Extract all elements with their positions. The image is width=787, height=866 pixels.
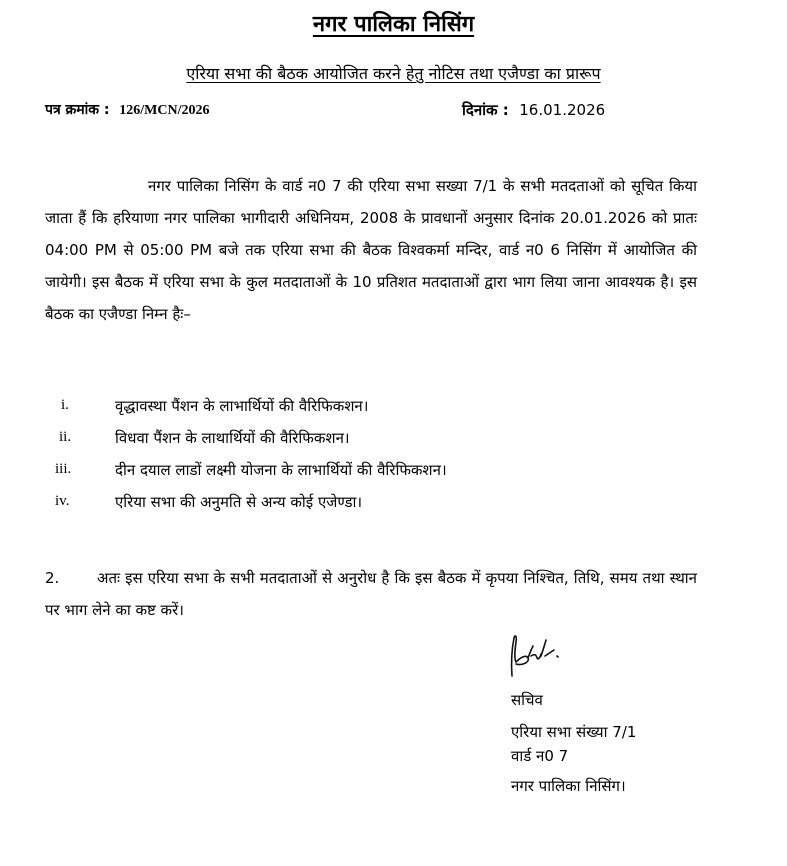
area-sabha-number: एरिया सभा संख्या 7/1 — [511, 723, 637, 741]
organization-name: नगर पालिका निसिंग। — [511, 777, 626, 795]
reference-date — [462, 100, 605, 120]
signature-image — [502, 632, 572, 682]
agenda-item-text: एरिया सभा की अनुमति से अन्य कोई एजेण्डा। — [115, 493, 363, 511]
reference-value: 126/MCN/2026 — [119, 103, 210, 118]
reference-number — [45, 100, 210, 119]
notice-paragraph — [45, 170, 697, 330]
notice-paragraph-text: नगर पालिका निसिंग के वार्ड न0 7 की एरिया सभा सख्या 7/1 के सभी मतदताओं को सूचित किया जाता हैं कि हरियाणा नगर पालिका भागीदारी अधिनियम, 2008 के प्रावधानों अनुसार दिनांक 20.01.2026 को प्रातः 04:00 PM से 05:00 PM बजे तक एरिया सभा की बैठक विश्वकर्मा मन्दिर, वार्ड न0 6 निसिंग में आयोजित की जायेगी। इस बैठक में एरिया सभा के कुल मतदाताओं के 10 प्रतिशत मतदाताओं द्वारा भाग लिया जाना आवश्यक है। इस बैठक का एजैण्डा निम्न हैः– — [45, 177, 697, 323]
ward-number: वार्ड न0 7 — [511, 747, 569, 765]
designation: सचिव — [511, 691, 543, 709]
agenda-item-text: दीन दयाल लाडों लक्ष्मी योजना के लाभार्थियों की वैरिफिकशन। — [115, 461, 447, 479]
date-value: 16.01.2026 — [519, 101, 606, 119]
reference-label: पत्र क्रमांक : — [45, 102, 110, 118]
agenda-item-number: ii. — [59, 429, 72, 445]
agenda-item-number: iii. — [55, 461, 72, 477]
document-title: नगर पालिका निसिंग — [312, 12, 475, 37]
document-subtitle: एरिया सभा की बैठक आयोजित करने हेतु नोटिस तथा एजैण्डा का प्रारूप — [186, 64, 601, 83]
agenda-item-text: वृद्धावस्था पैंशन के लाभार्थियों की वैरिफिकशन। — [115, 397, 369, 415]
agenda-item-number: i. — [61, 397, 69, 413]
agenda-item-text: विधवा पैंशन के लाथार्थियों की वैरिफिकशन। — [115, 429, 350, 447]
agenda-item-number: iv. — [55, 493, 70, 509]
request-paragraph-number: 2. — [45, 569, 60, 587]
request-paragraph — [45, 562, 697, 626]
date-label: दिनांक : — [462, 101, 509, 119]
request-paragraph-text: अतः इस एरिया सभा के सभी मतदाताओं से अनुरोध है कि इस बैठक में कृपया निश्चित, तिथि, समय तथा स्थान पर भाग लेने का कष्ट करें। — [45, 569, 697, 619]
